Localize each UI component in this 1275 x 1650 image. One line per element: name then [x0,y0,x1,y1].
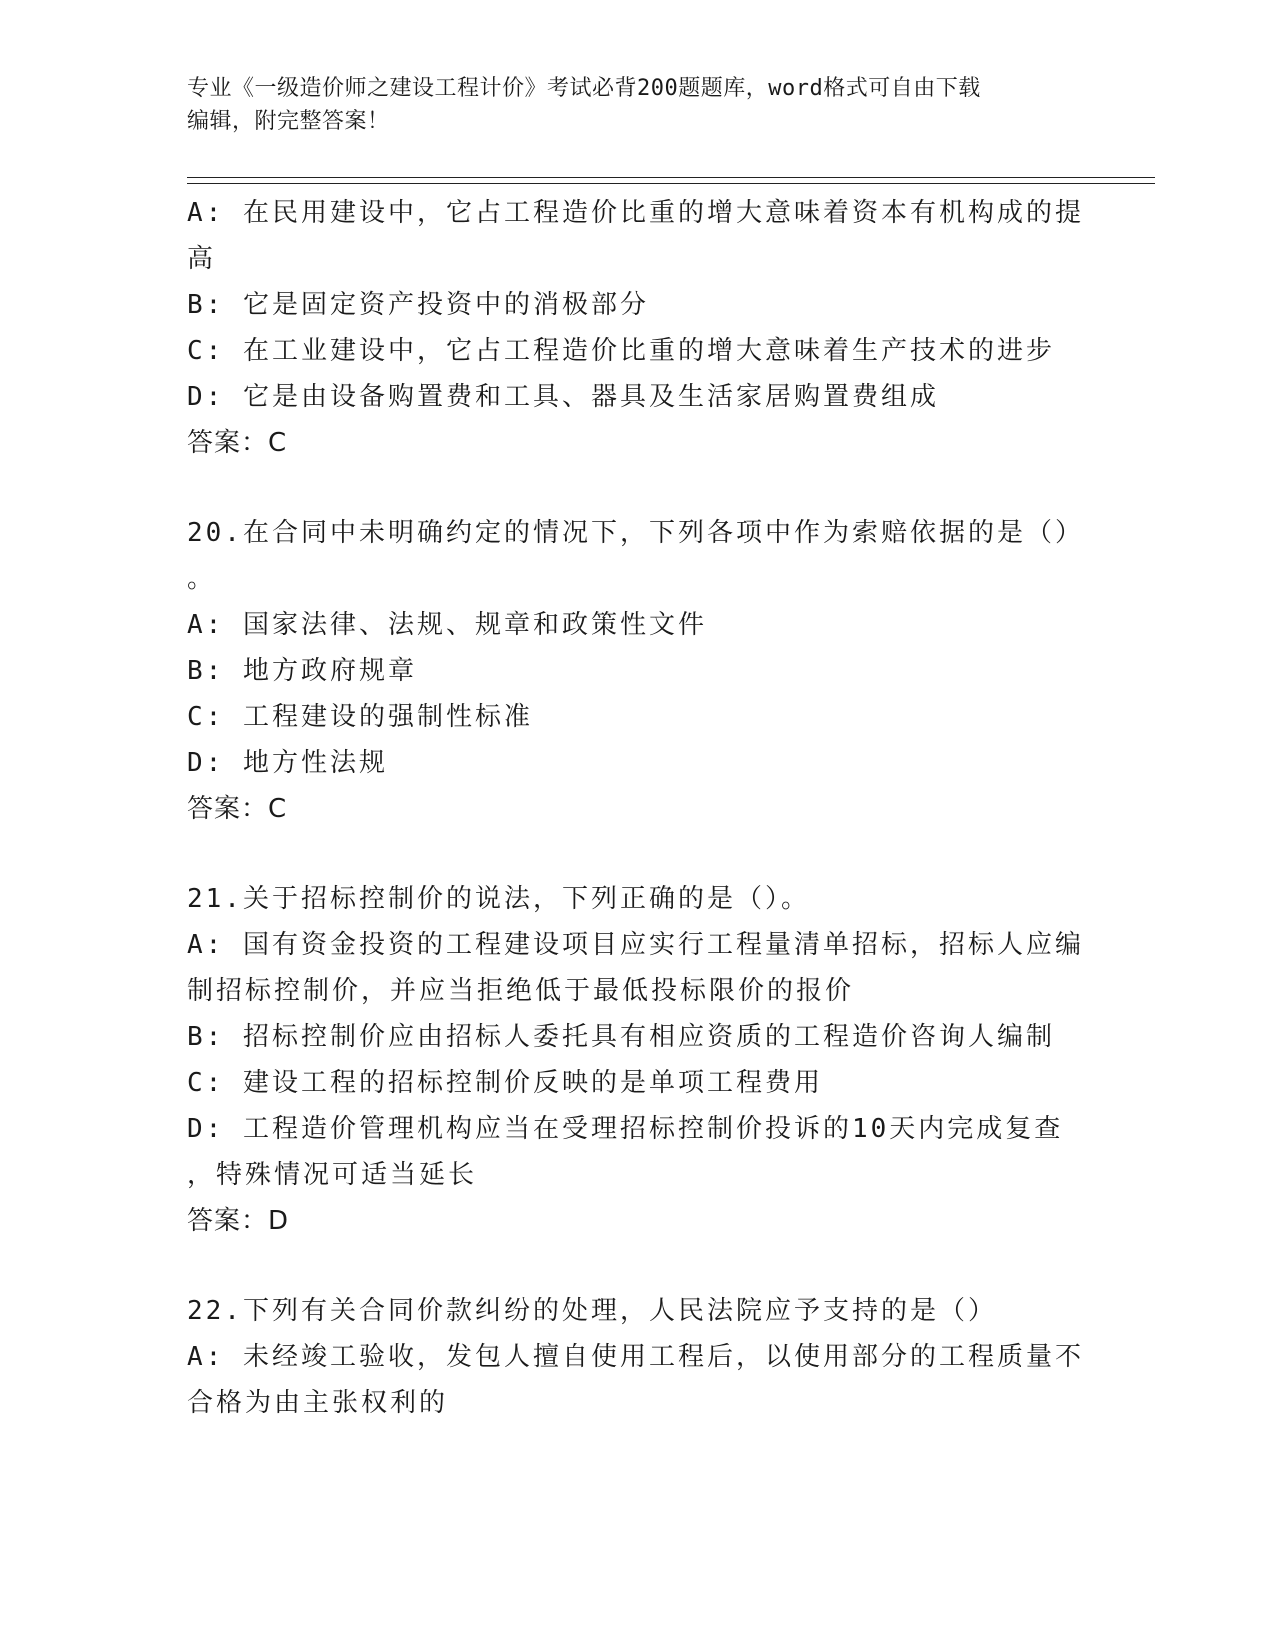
option-a: A: 国家法律、法规、规章和政策性文件 [187,610,707,640]
question-text: 20.在合同中未明确约定的情况下，下列各项中作为索赔依据的是（） [187,518,1084,548]
option-b: B: 地方政府规章 [187,656,417,686]
question-block-21 [187,876,1087,1244]
question-block-22 [187,1288,1087,1426]
option-d-continued: ，特殊情况可适当延长 [187,1160,478,1190]
answer: 答案：D [187,1206,290,1236]
option-d: D: 工程造价管理机构应当在受理招标控制价投诉的10天内完成复查 [187,1114,1064,1144]
question-text: 21.关于招标控制价的说法，下列正确的是（）。 [187,884,810,914]
option-a: A: 国有资金投资的工程建设项目应实行工程量清单招标，招标人应编 [187,930,1084,960]
option-a: A: 在民用建设中，它占工程造价比重的增大意味着资本有机构成的提 [187,198,1084,228]
option-c: C: 在工业建设中，它占工程造价比重的增大意味着生产技术的进步 [187,336,1055,366]
option-d: D: 它是由设备购置费和工具、器具及生活家居购置费组成 [187,382,939,412]
question-list [187,190,1087,1426]
option-a-continued: 合格为由主张权利的 [187,1388,449,1418]
option-b: B: 它是固定资产投资中的消极部分 [187,290,649,320]
answer: 答案：C [187,428,288,458]
question-text: 22.下列有关合同价款纠纷的处理，人民法院应予支持的是（） [187,1296,997,1326]
option-a: A: 未经竣工验收，发包人擅自使用工程后，以使用部分的工程质量不 [187,1342,1084,1372]
question-block-19 [187,190,1087,466]
question-block-20 [187,510,1087,832]
question-text-continued: 。 [187,564,217,594]
option-a-continued: 制招标控制价，并应当拒绝低于最低投标限价的报价 [187,976,855,1006]
header-rule-top [187,177,1155,178]
header-line-2: 编辑，附完整答案！ [187,109,390,134]
answer: 答案：C [187,794,288,824]
option-a-continued: 高 [187,244,217,274]
option-c: C: 建设工程的招标控制价反映的是单项工程费用 [187,1068,823,1098]
option-c: C: 工程建设的强制性标准 [187,702,533,732]
option-d: D: 地方性法规 [187,748,388,778]
document-header [187,72,1087,138]
header-rule-bottom [187,183,1155,184]
option-b: B: 招标控制价应由招标人委托具有相应资质的工程造价咨询人编制 [187,1022,1055,1052]
header-line-1: 专业《一级造价师之建设工程计价》考试必背200题题库，word格式可自由下载 [187,76,981,101]
